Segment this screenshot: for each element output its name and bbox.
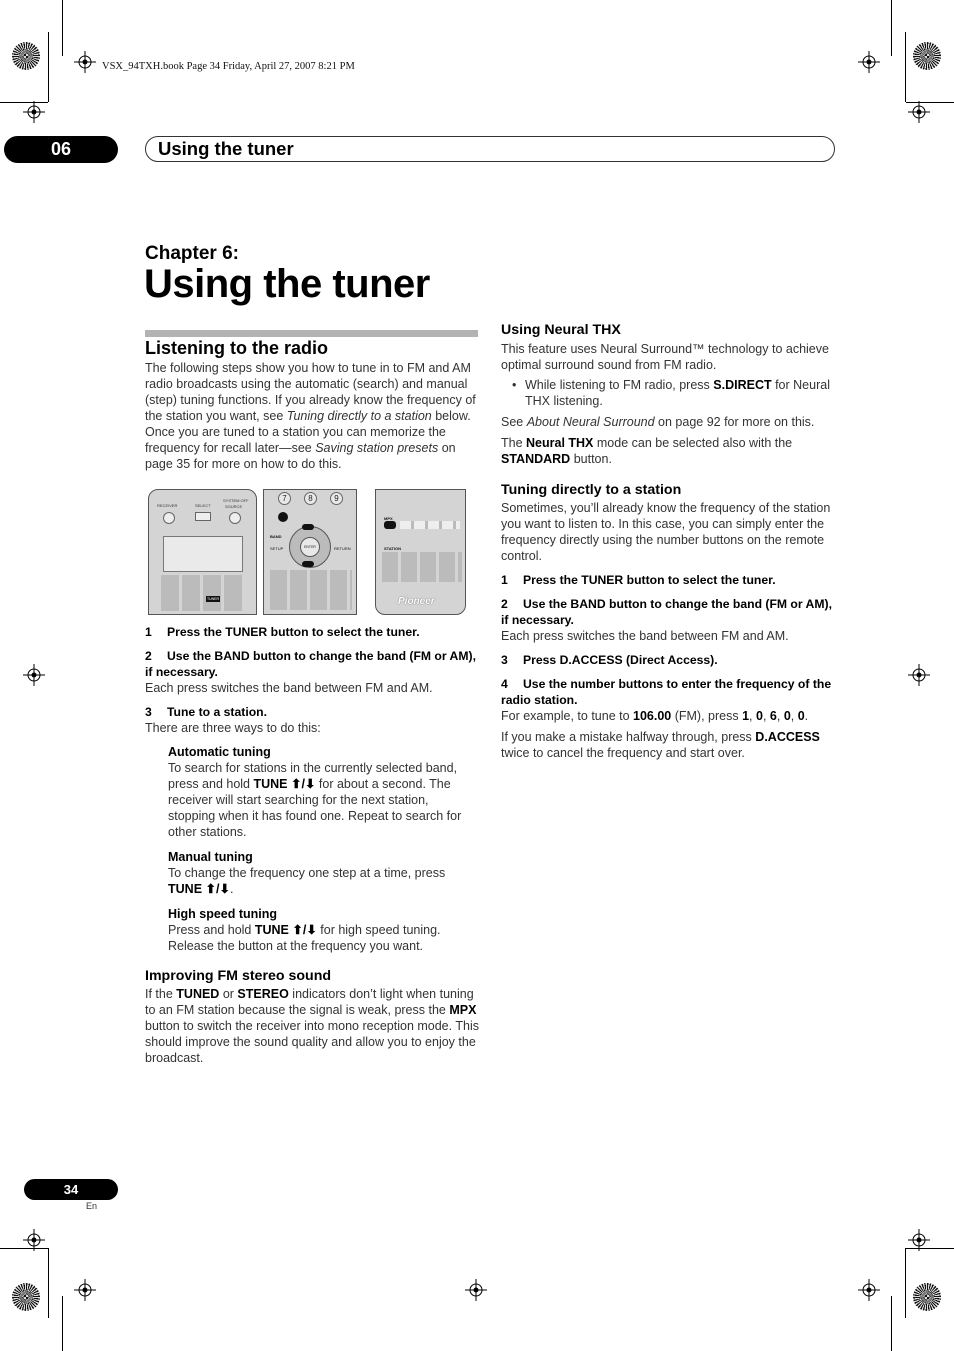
direct-step-2-note: Each press switches the band between FM and AM. — [501, 629, 789, 643]
fm-stereo-paragraph: If the TUNED or STEREO indicators don’t light when tuning to an FM station because the signal is weak, press the MPX button to switch the receiver into mono reception mode. This should improve the sound quality and allow you to enjoy the broadcast. — [145, 987, 479, 1065]
neural-thx-see: See About Neural Surround on page 92 for more on this. — [501, 415, 815, 429]
tuner-button: TUNER — [206, 597, 220, 601]
neural-thx-intro: This feature uses Neural Surround™ technology to achieve optimal surround sound from FM radio. — [501, 342, 829, 372]
remote-panel-receiver: RECEIVER SELECT SYSTEM OFF SOURCE TUNER — [148, 489, 257, 615]
crosshair-icon — [858, 1279, 880, 1301]
crosshair-icon — [23, 664, 45, 686]
direct-step-4: 4 Use the number buttons to enter the frequency of the radio station. — [501, 677, 832, 707]
registration-disc-icon — [12, 42, 40, 70]
fm-stereo-heading: Improving FM stereo sound — [145, 968, 332, 984]
left-column-steps — [145, 624, 479, 1066]
registration-disc-icon — [913, 42, 941, 70]
language-code: En — [86, 1201, 98, 1211]
intro-paragraph: The following steps show you how to tune in to FM and AM radio broadcasts using the automatic (search) and manual (step) tuning functions. If you already know the frequency of the station you want, see Tuning directly to a station below. Once you are tuned to a station you can memorize the frequency for recall later—see Saving station presets on page 35 for more on how to do this. — [145, 361, 476, 471]
crosshair-icon — [858, 51, 880, 73]
section-heading: Listening to the radio — [145, 338, 328, 358]
step-2-note: Each press switches the band between FM and AM. — [145, 681, 433, 695]
direct-step-2: 2 Use the BAND button to change the band (FM or AM), if necessary. — [501, 597, 832, 627]
crosshair-icon — [908, 1229, 930, 1251]
step-2: 2 Use the BAND button to change the band (FM or AM), if necessary. — [145, 649, 476, 679]
crosshair-icon — [908, 101, 930, 123]
remote-panel-bottom: MPX STATION Pioneer — [375, 489, 466, 615]
remote-panel-navigation: 7 8 9 BAND SETUP RETURN ENTER — [263, 489, 357, 615]
direct-step-3: 3 Press D.ACCESS (Direct Access). — [501, 653, 718, 667]
manual-tuning: Manual tuning To change the frequency one step at a time, press TUNE ⬆/⬇. — [168, 850, 446, 896]
crosshair-icon — [23, 101, 45, 123]
section-rule — [145, 330, 478, 337]
tuning-directly-heading: Tuning directly to a station — [501, 482, 682, 498]
direct-mistake: If you make a mistake halfway through, press D.ACCESS twice to cancel the frequency and start over. — [501, 730, 820, 760]
header-title: Using the tuner — [158, 138, 294, 159]
crosshair-icon — [23, 1229, 45, 1251]
right-column — [501, 322, 835, 761]
chapter-title: Using the tuner — [144, 262, 430, 306]
page-number: 34 — [24, 1179, 118, 1200]
crosshair-icon — [74, 51, 96, 73]
tuning-directly-intro: Sometimes, you’ll already know the frequency of the station you want to listen to. In this case, you can simply enter the frequency directly using the number buttons on the remote control. — [501, 501, 831, 563]
tune-arrows-icon: ⬆/⬇ — [292, 923, 317, 937]
crosshair-icon — [74, 1279, 96, 1301]
step-3: 3 Tune to a station. — [145, 705, 267, 719]
direct-example: For example, to tune to 106.00 (FM), press 1, 0, 6, 0, 0. — [501, 709, 809, 723]
neural-thx-mode: The Neural THX mode can be selected also with the STANDARD button. — [501, 436, 793, 466]
step-3-note: There are three ways to do this: — [145, 721, 321, 735]
print-header: VSX_94TXH.book Page 34 Friday, April 27, 2007 8:21 PM — [102, 61, 355, 72]
crosshair-icon — [465, 1279, 487, 1301]
direct-step-1: 1 Press the TUNER button to select the tuner. — [501, 573, 776, 587]
neural-thx-heading: Using Neural THX — [501, 322, 621, 338]
chapter-label: Chapter 6: — [145, 243, 239, 264]
tune-arrows-icon: ⬆/⬇ — [291, 777, 316, 791]
pioneer-logo: Pioneer — [398, 596, 435, 607]
tune-arrows-icon: ⬆/⬇ — [205, 882, 230, 896]
automatic-tuning: Automatic tuning To search for stations in the currently selected band, press and hold TUNE ⬆/⬇ for about a second. The receiver will start searching for the next station, stopping when it has found one. Repeat to search for other stations. — [168, 745, 462, 839]
neural-thx-bullet: • While listening to FM radio, press S.DIRECT for Neural THX listening. — [501, 377, 835, 409]
step-1: 1 Press the TUNER button to select the tuner. — [145, 625, 420, 639]
registration-disc-icon — [913, 1283, 941, 1311]
high-speed-tuning: High speed tuning Press and hold TUNE ⬆/⬇ for high speed tuning. Release the button at the frequency you want. — [168, 907, 441, 953]
left-column-top — [145, 340, 479, 472]
crosshair-icon — [908, 664, 930, 686]
registration-disc-icon — [12, 1283, 40, 1311]
chapter-number-tab: 06 — [4, 136, 118, 163]
